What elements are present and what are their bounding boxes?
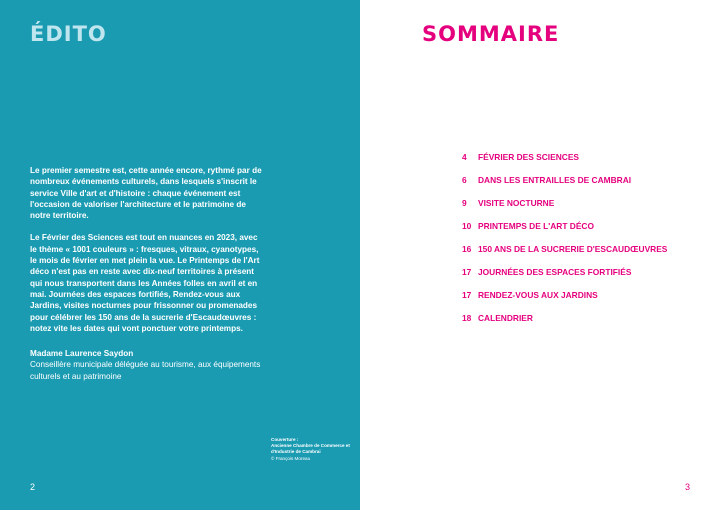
edito-title: ÉDITO [30, 22, 107, 46]
toc-page-number: 10 [462, 221, 472, 231]
caption-label: Couverture : [271, 437, 299, 442]
toc-label: FÉVRIER DES SCIENCES [478, 152, 579, 162]
toc-label: VISITE NOCTURNE [478, 198, 555, 208]
toc-label: 150 ANS DE LA SUCRERIE D'ESCAUDŒUVRES [478, 244, 668, 254]
toc-page-number: 16 [462, 244, 472, 254]
toc-page-number: 17 [462, 290, 472, 300]
toc-page-number: 4 [462, 152, 467, 162]
page-number-left: 2 [30, 482, 36, 492]
right-page [360, 0, 720, 510]
toc-entry[interactable] [462, 290, 667, 313]
signature-name: Madame Laurence Saydon [30, 349, 134, 358]
toc-entry[interactable] [462, 313, 667, 336]
signature-role: Conseillère municipale déléguée au tourisme, aux équipements culturels et au patrimoine [30, 360, 261, 381]
edito-paragraph-2: Le Février des Sciences est tout en nuances en 2023, avec le thème « 1001 couleurs » : fresques, vitraux, cyanotypes, le mois de février en met plein la vue. Le Printemps de l'Art déco n'est pas en reste avec dix-neuf territoires à présent qui nous transportent dans les Années folles en avril et en mai. Journées des espaces fortifiés, Rendez-vous aux Jardins, visites nocturnes pour frissonner ou promenades pour célébrer les 150 ans de la sucrerie d'Escaudœuvres : notez vite les dates qui vont ponctuer votre printemps. [30, 233, 260, 333]
toc-label: CALENDRIER [478, 313, 533, 323]
page-number-right: 3 [685, 482, 691, 492]
toc-page-number: 17 [462, 267, 472, 277]
caption-credit: © François Moreau [271, 455, 311, 461]
toc-page-number: 18 [462, 313, 472, 323]
toc-label: DANS LES ENTRAILLES DE CAMBRAI [478, 175, 632, 185]
toc-page-number: 9 [462, 198, 467, 208]
cover-caption [271, 437, 351, 462]
edito-text [30, 165, 262, 345]
toc-entry[interactable] [462, 244, 667, 267]
sommaire-title: SOMMAIRE [422, 22, 560, 46]
caption-text: Ancienne Chambre de Commerce et d'Industrie de Cambrai [271, 443, 350, 455]
signature-block [30, 348, 270, 382]
toc-entry[interactable] [462, 267, 667, 290]
toc-entry[interactable] [462, 198, 667, 221]
toc-label: JOURNÉES DES ESPACES FORTIFIÉS [478, 267, 632, 277]
toc-label: PRINTEMPS DE L'ART DÉCO [478, 221, 594, 231]
toc-entry[interactable] [462, 152, 667, 175]
edito-paragraph-1: Le premier semestre est, cette année encore, rythmé par de nombreux événements culturels, dans lesquels s'inscrit le service Ville d'art et d'histoire : chaque événement est l'occasion de valoriser l'architecture et le patrimoine de notre territoire. [30, 166, 262, 221]
toc-entry[interactable] [462, 175, 667, 198]
toc-entry[interactable] [462, 221, 667, 244]
toc-label: RENDEZ-VOUS AUX JARDINS [478, 290, 598, 300]
toc-page-number: 6 [462, 175, 467, 185]
table-of-contents [462, 152, 667, 336]
